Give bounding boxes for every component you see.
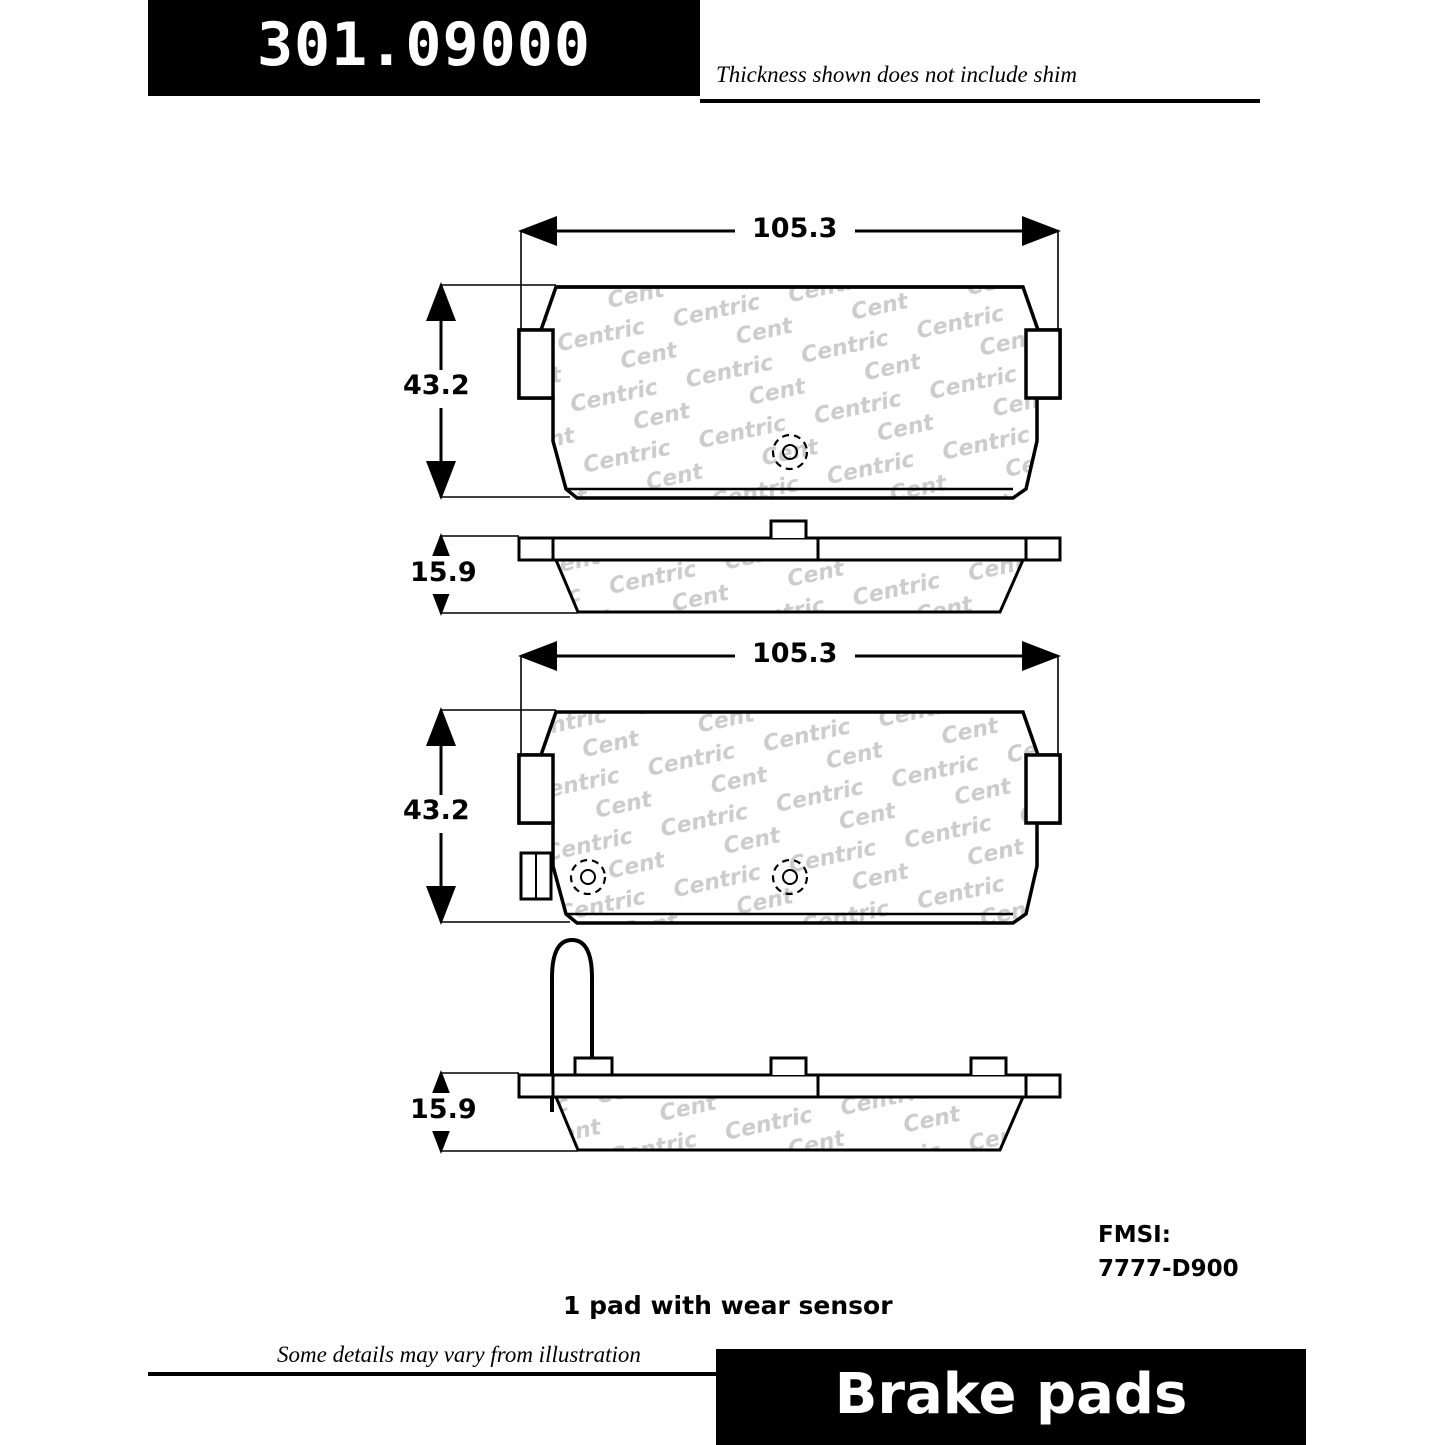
footer-divider — [148, 1372, 748, 1376]
pad-1-height-value: 43.2 — [403, 370, 470, 401]
pad-2-edge-view — [519, 940, 1060, 1150]
disclaimer-note: Some details may vary from illustration — [277, 1342, 641, 1367]
pad-2-width-value: 105.3 — [752, 638, 838, 669]
pad-2-face-view — [519, 712, 1060, 923]
pad-1-thickness-value: 15.9 — [410, 557, 477, 588]
pad-2-height-value: 43.2 — [403, 795, 470, 826]
pad-2-thickness-value: 15.9 — [410, 1094, 477, 1125]
pad-1-edge-view — [519, 521, 1060, 612]
pad-note: 1 pad with wear sensor — [563, 1291, 893, 1320]
product-label-text: Brake pads — [834, 1362, 1188, 1427]
thickness-note: Thickness shown does not include shim — [716, 62, 1077, 87]
fmsi-label: FMSI: — [1098, 1222, 1171, 1248]
part-number-text: 301.09000 — [256, 10, 592, 80]
fmsi-value: 7777-D900 — [1098, 1256, 1239, 1282]
product-label-bar — [716, 1349, 1306, 1445]
pad-1-width-value: 105.3 — [752, 213, 838, 244]
pad-1-face-view — [519, 287, 1060, 498]
